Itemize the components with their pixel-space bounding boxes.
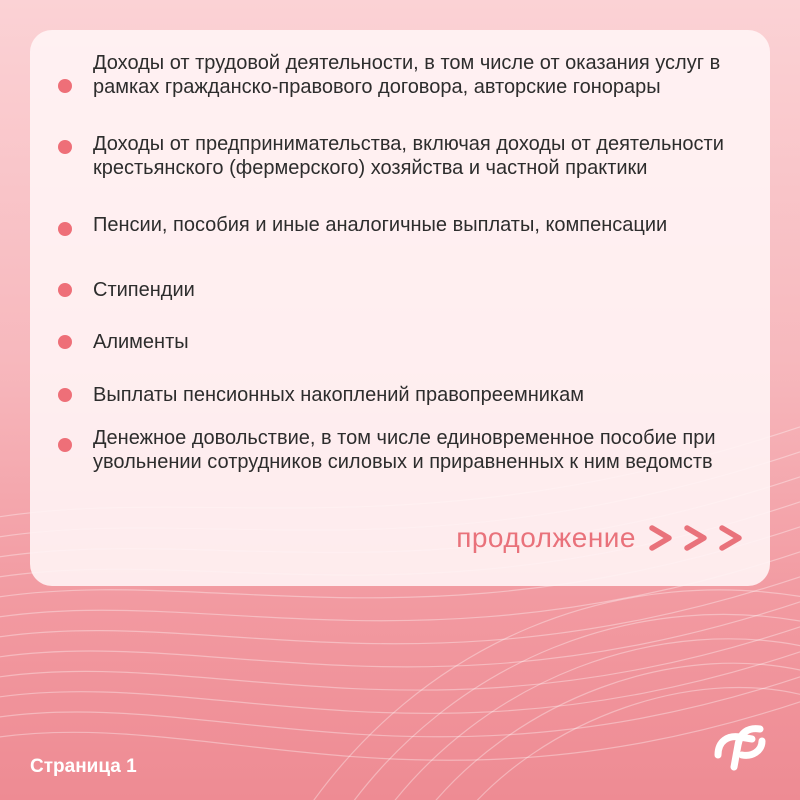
list-item-text: Стипендии: [93, 279, 195, 301]
list-item-text: Алименты: [93, 331, 189, 353]
bullet-icon: [58, 388, 72, 402]
page-number-label: Страница 1: [30, 756, 137, 777]
bullet-icon: [58, 140, 72, 154]
sfr-logo-icon: [708, 715, 770, 777]
list-item-text: Денежное довольствие, в том числе единовременное пособие при увольнении сотрудников силовых и приравненных к ним ведомств: [93, 427, 716, 473]
continue-label: продолжение: [456, 522, 636, 553]
bullet-icon: [58, 335, 72, 349]
bullet-icon: [58, 222, 72, 236]
list-item-text: Доходы от предпринимательства, включая доходы от деятельности крестьянского (фермерского) хозяйства и частной практики: [93, 133, 724, 179]
bullet-icon: [58, 79, 72, 93]
list-item-text: Доходы от трудовой деятельности, в том числе от оказания услуг в рамках гражданско-правового договора, авторские гонорары: [93, 52, 721, 98]
list-item-text: Выплаты пенсионных накоплений правопреемникам: [93, 384, 584, 406]
content-card: [30, 30, 770, 586]
continue-link[interactable]: [456, 522, 748, 554]
bullet-icon: [58, 438, 72, 452]
list-item-text: Пенсии, пособия и иные аналогичные выплаты, компенсации: [93, 214, 668, 236]
bullet-icon: [58, 283, 72, 297]
triple-chevron-right-icon: [648, 523, 748, 553]
